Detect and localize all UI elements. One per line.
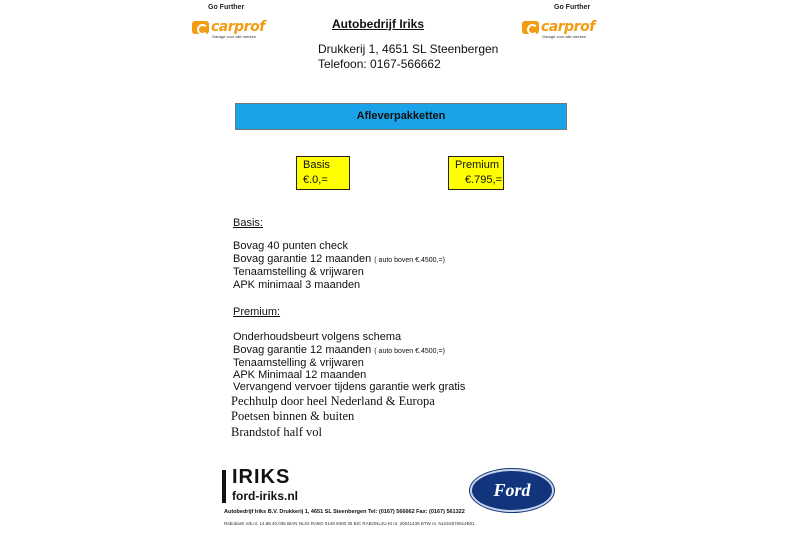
premium-item: Tenaamstelling & vrijwaren <box>233 357 364 369</box>
ford-logo-text: Ford <box>493 480 531 500</box>
basis-item: Bovag 40 punten check <box>233 240 348 252</box>
document-page <box>186 0 614 533</box>
basis-item-text: Bovag garantie 12 maanden <box>233 253 372 265</box>
carprof-icon <box>522 21 539 34</box>
premium-price-box <box>448 156 504 190</box>
basis-item-note: ( auto boven €.4500,=) <box>374 257 445 264</box>
go-further-left: Go Further <box>208 4 245 11</box>
premium-price-label: Premium <box>455 159 500 171</box>
premium-item <box>233 344 445 356</box>
premium-item-note: ( auto boven €.4500,=) <box>374 348 445 355</box>
basis-heading: Basis: <box>233 217 263 229</box>
footer-bank-line: Rabobank rek.nr. 14.88.40.035 IBAN NL02 RABO 0148 8400 35 BIC RABONL2U Kt nr. 20041436 BTW nr. NL815576914B01 <box>224 521 475 526</box>
premium-item: Poetsen binnen & buiten <box>231 409 355 423</box>
carprof-icon <box>192 21 209 34</box>
basis-item <box>233 253 445 265</box>
premium-item: APK Minimaal 12 maanden <box>233 369 367 381</box>
premium-heading: Premium: <box>233 306 281 318</box>
basis-price-label: Basis <box>303 159 330 171</box>
carprof-logo-right <box>522 19 595 39</box>
company-address: Drukkerij 1, 4651 SL Steenbergen <box>318 42 499 56</box>
premium-item: Onderhoudsbeurt volgens schema <box>233 331 402 343</box>
carprof-logo-left <box>192 19 265 39</box>
go-further-right: Go Further <box>554 4 591 11</box>
company-phone: Telefoon: 0167-566662 <box>318 57 441 71</box>
carprof-logo-word: carprof <box>541 19 595 35</box>
carprof-logo-word: carprof <box>211 19 265 35</box>
brand-bar <box>222 470 226 503</box>
page-title: Autobedrijf Iriks <box>332 17 425 31</box>
basis-price-value: €.0,= <box>303 174 328 186</box>
premium-item: Vervangend vervoer tijdens garantie werk gratis <box>233 381 466 393</box>
carprof-tagline: Garage voor alle merken <box>542 34 587 39</box>
ford-logo <box>470 469 554 512</box>
footer-company-line: Autobedrijf Iriks B.V. Drukkerij 1, 4651 SL Steenbergen Tel: (0167) 566662 Fax: (0167) 561322 <box>224 509 465 515</box>
premium-item-text: Bovag garantie 12 maanden <box>233 344 372 356</box>
website-text: ford-iriks.nl <box>232 489 299 503</box>
iriks-brand: IRIKS <box>232 466 291 488</box>
basis-item: Tenaamstelling & vrijwaren <box>233 266 364 278</box>
basis-price-box <box>296 156 350 190</box>
carprof-tagline: Garage voor alle merken <box>212 34 257 39</box>
premium-item: Brandstof half vol <box>231 425 322 439</box>
packages-banner: Afleverpakketten <box>235 103 567 130</box>
premium-item: Pechhulp door heel Nederland & Europa <box>231 394 435 408</box>
premium-price-value: €.795,= <box>465 174 503 186</box>
basis-item: APK minimaal 3 maanden <box>233 279 361 291</box>
